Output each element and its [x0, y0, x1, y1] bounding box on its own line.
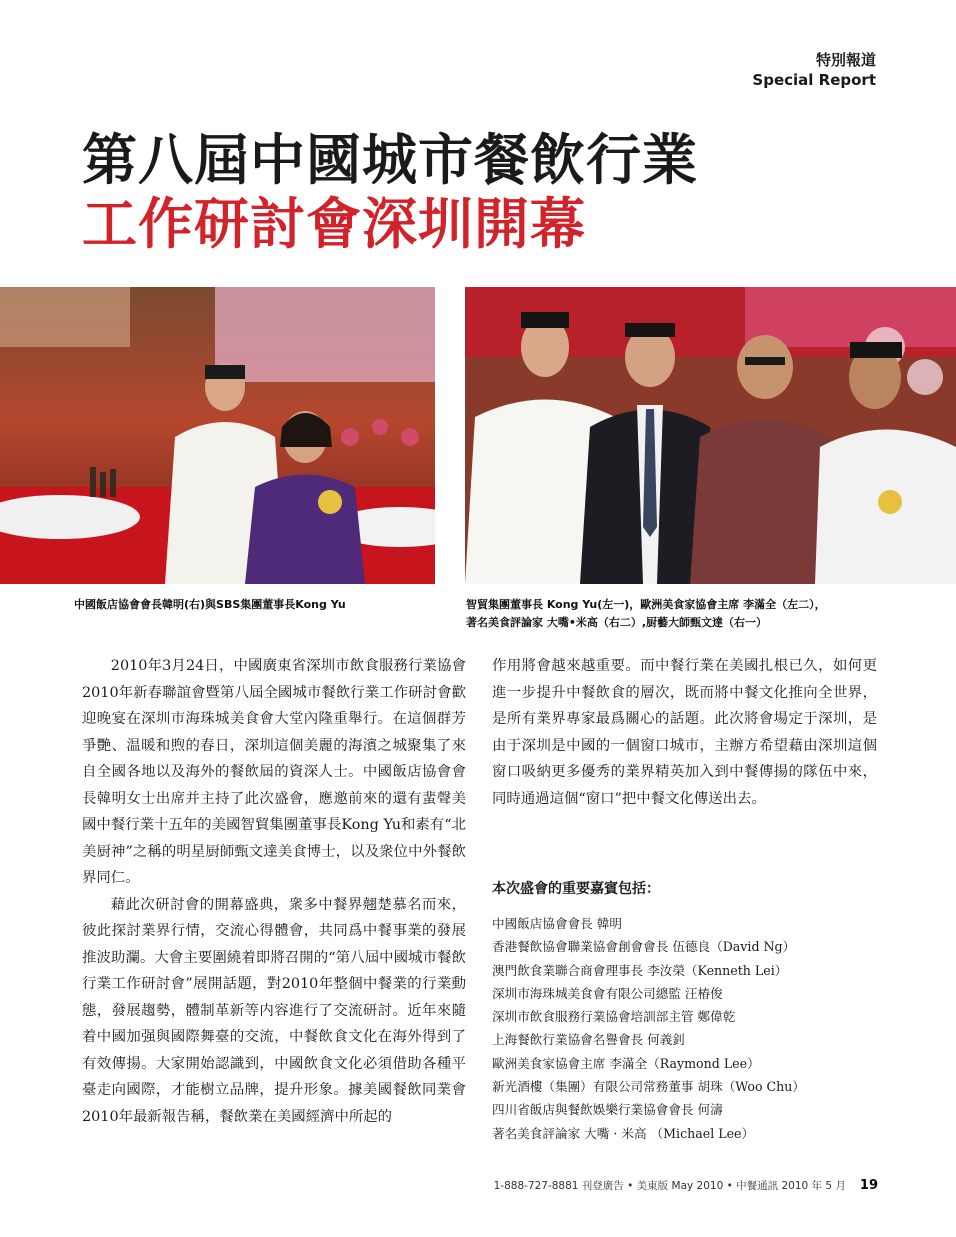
headline-line1: 第八屆中國城市餐飲行業 — [82, 127, 699, 192]
guest-item: 著名美食評論家 大嘴 · 米高 （Michael Lee） — [492, 1125, 755, 1141]
caption-right-line1: 智貿集團董事長 Kong Yu(左一)，歐洲美食家協會主席 李滿全（左二）， — [466, 598, 826, 611]
guest-item: 澳門飲食業聯合商會理事長 李汝榮（Kenneth Lei） — [492, 962, 788, 978]
article-paragraph-3: 作用將會越來越重要。而中餐行業在美國扎根已久，如何更進一步提升中餐飲食的層次，既而將中餐文化推向全世界，是所有業界專家最爲關心的話題。此次將會場定于深圳，是由于深圳是中國的一個窗口城市，主辦方希望藉由深圳這個窗口吸納更多優秀的業界精英加入到中餐傳揚的隊伍中來，同時通過這個“窗口”把中餐文化傳送出去。 — [492, 658, 877, 807]
headline-line2: 工作研討會深圳開幕 — [82, 191, 587, 256]
guest-item: 香港餐飲協會聯業協會創會會長 伍德良（David Ng） — [492, 939, 796, 955]
section-label-zh: 特別報道 — [815, 51, 876, 69]
guest-item: 新光酒樓（集團）有限公司常務董事 胡珠（Woo Chu） — [492, 1079, 805, 1095]
article-paragraph-1: 2010年3月24日，中國廣東省深圳市飲食服務行業協會2010年新春聯誼會暨第八屆全國城市餐飲行業工作研討會歡迎晚宴在深圳市海珠城美食會大堂內隆重舉行。在這個群芳爭艷、温暖和煦的春日，深圳這個美麗的海濱之城聚集了來自全國各地以及海外的餐飲屆的資深人士。中國飯店協會會長韓明女士出席并主持了此次盛會，應邀前來的還有蜚聲美國中餐行業十五年的美國智貿集團董事長Kong Yu和素有“北美厨神”之稱的明星厨師甄文達美食博士，以及衆位中外餐飲界同仁。 — [82, 658, 466, 886]
section-label-en: Special Report — [752, 71, 876, 89]
page-number: 19 — [859, 1178, 878, 1193]
article-column-right — [492, 653, 877, 812]
photo-four-men — [465, 287, 956, 584]
headline — [82, 128, 698, 256]
caption-right — [466, 596, 886, 632]
caption-right-line2: 著名美食評論家 大嘴•米高（右二）,厨藝大師甄文達（右一） — [466, 616, 768, 629]
guests-heading: 本次盛會的重要嘉賓包括： — [492, 881, 660, 897]
photo-banquet-two-people — [0, 287, 435, 584]
article-column-left — [82, 653, 466, 1130]
caption-left: 中國飯店協會會長韓明(右)與SBS集團董事長Kong Yu — [74, 598, 346, 611]
guest-item: 深圳市飲食服務行業協會培訓部主管 鄭偉乾 — [492, 1009, 736, 1025]
footer-text: 1-888-727-8881 刊登廣告 • 美東版 May 2010 • 中餐通訊 2010 年 5 月 — [493, 1180, 846, 1192]
guest-item: 中國飯店協會會長 韓明 — [492, 916, 622, 931]
guest-item: 深圳市海珠城美食會有限公司總監 汪椿俊 — [492, 985, 723, 1001]
guests-list — [492, 912, 892, 1145]
guest-item: 歐洲美食家協會主席 李滿全（Raymond Lee） — [492, 1055, 760, 1071]
guest-item: 上海餐飲行業協會名譽會長 何義釗 — [492, 1032, 685, 1048]
article-paragraph-2: 藉此次研討會的開幕盛典，衆多中餐界翹楚慕名而來，彼此探討業界行情，交流心得體會，共同爲中餐事業的發展推波助瀾。大會主要圍繞着即將召開的“第八屆中國城市餐飲行業工作研討會”展開話題，對2010年整個中餐業的行業動態，發展趨勢，體制革新等内容進行了交流研討。近年來隨着中國加强與國際舞臺的交流，中餐飲食文化在海外得到了有效傳揚。大家開始認識到，中國飲食文化必須借助各種平臺走向國際，才能樹立品牌，提升形象。據美國餐飲同業會2010年最新報告稱，餐飲業在美國經濟中所起的 — [82, 896, 466, 1125]
guest-item: 四川省飯店與餐飲娛樂行業協會會長 何濤 — [492, 1102, 723, 1118]
page-footer — [470, 1178, 878, 1193]
section-label — [752, 50, 876, 90]
